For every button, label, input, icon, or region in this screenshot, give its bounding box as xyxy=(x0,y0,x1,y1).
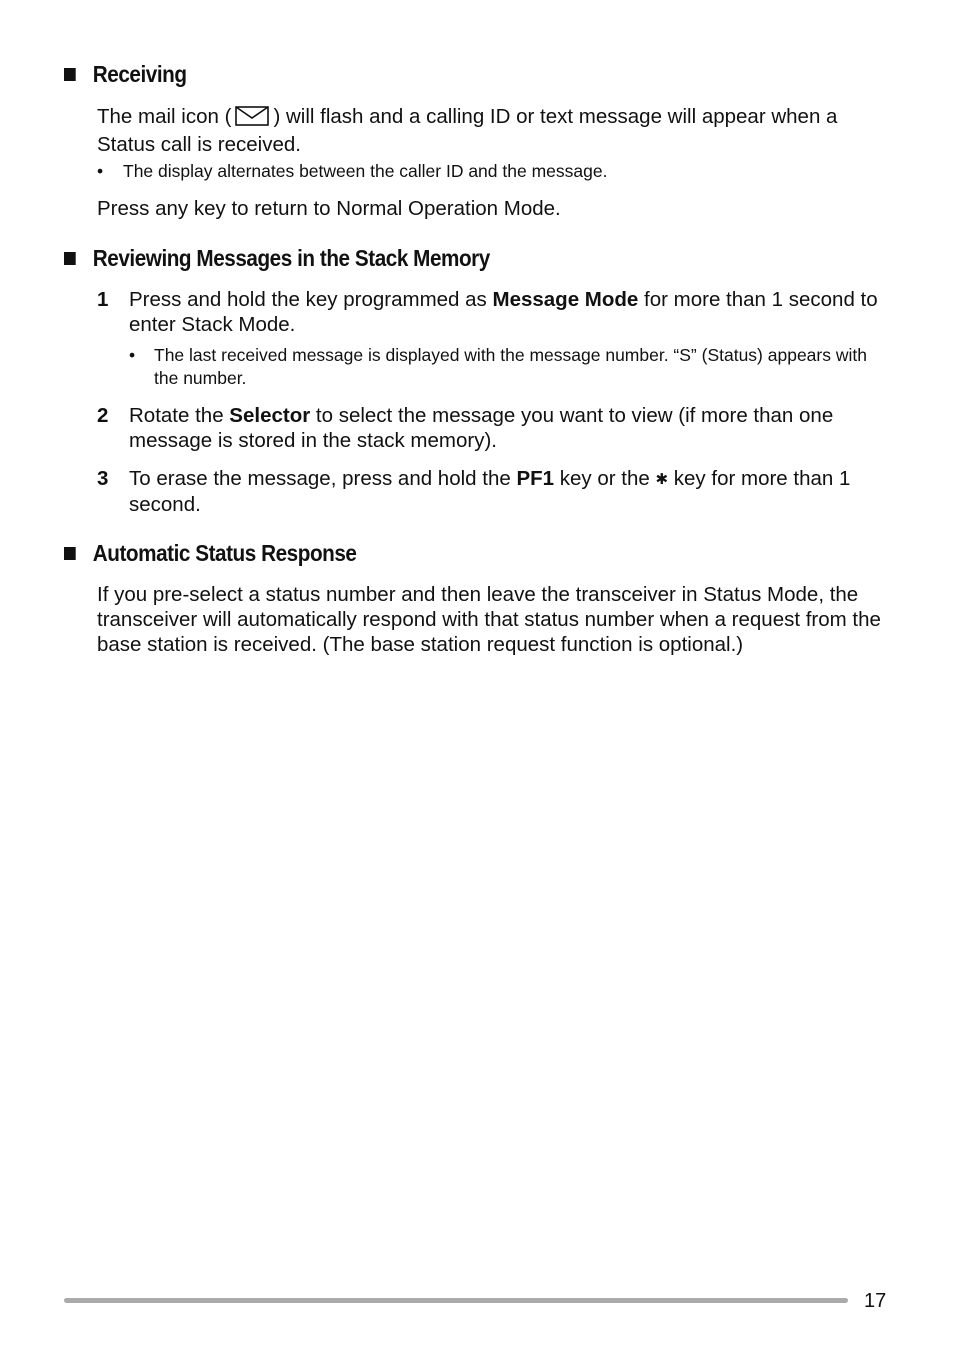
bullet-dot: • xyxy=(129,345,136,365)
square-bullet-icon xyxy=(64,252,76,265)
heading-text: Reviewing Messages in the Stack Memory xyxy=(92,245,490,271)
receiving-bullet: • The display alternates between the caller ID and the message. xyxy=(97,161,608,181)
heading-text: Receiving xyxy=(92,61,187,87)
step-number: 3 xyxy=(97,467,109,490)
footer-rule xyxy=(64,1298,848,1303)
step-1-bullet: • The last received message is displayed with the message number. “S” (Status) appears with the number. xyxy=(129,345,867,388)
page-number: 17 xyxy=(864,1290,887,1312)
key-selector: Selector xyxy=(229,404,311,427)
receiving-paragraph: The mail icon ( ) will flash and a calling ID or text message will appear when a Status call is received. xyxy=(97,105,838,156)
heading-reviewing xyxy=(64,245,490,272)
mail-icon xyxy=(235,106,269,132)
receiving-paragraph-2: Press any key to return to Normal Operation Mode. xyxy=(97,197,561,220)
step-2: 2 Rotate the Selector to select the message you want to view (if more than one message is stored in the stack memory). xyxy=(97,404,834,452)
automatic-paragraph: If you pre-select a status number and then leave the transceiver in Status Mode, the transceiver will automatically respond with that status number when a request from the base station is received. (The base station request function is optional.) xyxy=(97,583,881,656)
step-number: 1 xyxy=(97,288,109,311)
key-pf1: PF1 xyxy=(516,467,555,490)
square-bullet-icon xyxy=(64,68,76,81)
bullet-dot: • xyxy=(97,161,104,181)
key-message-mode: Message Mode xyxy=(492,288,639,311)
step-1: 1 Press and hold the key programmed as Message Mode for more than 1 second to enter Stack Mode. xyxy=(97,288,878,336)
asterisk-key-icon: ✱ xyxy=(655,471,669,488)
heading-automatic-status xyxy=(64,540,356,567)
step-number: 2 xyxy=(97,404,109,427)
step-3: 3 To erase the message, press and hold the PF1 key or the ✱ key for more than 1 second. xyxy=(97,467,851,516)
heading-text: Automatic Status Response xyxy=(92,540,357,566)
square-bullet-icon xyxy=(64,547,76,560)
heading-receiving xyxy=(64,61,187,88)
